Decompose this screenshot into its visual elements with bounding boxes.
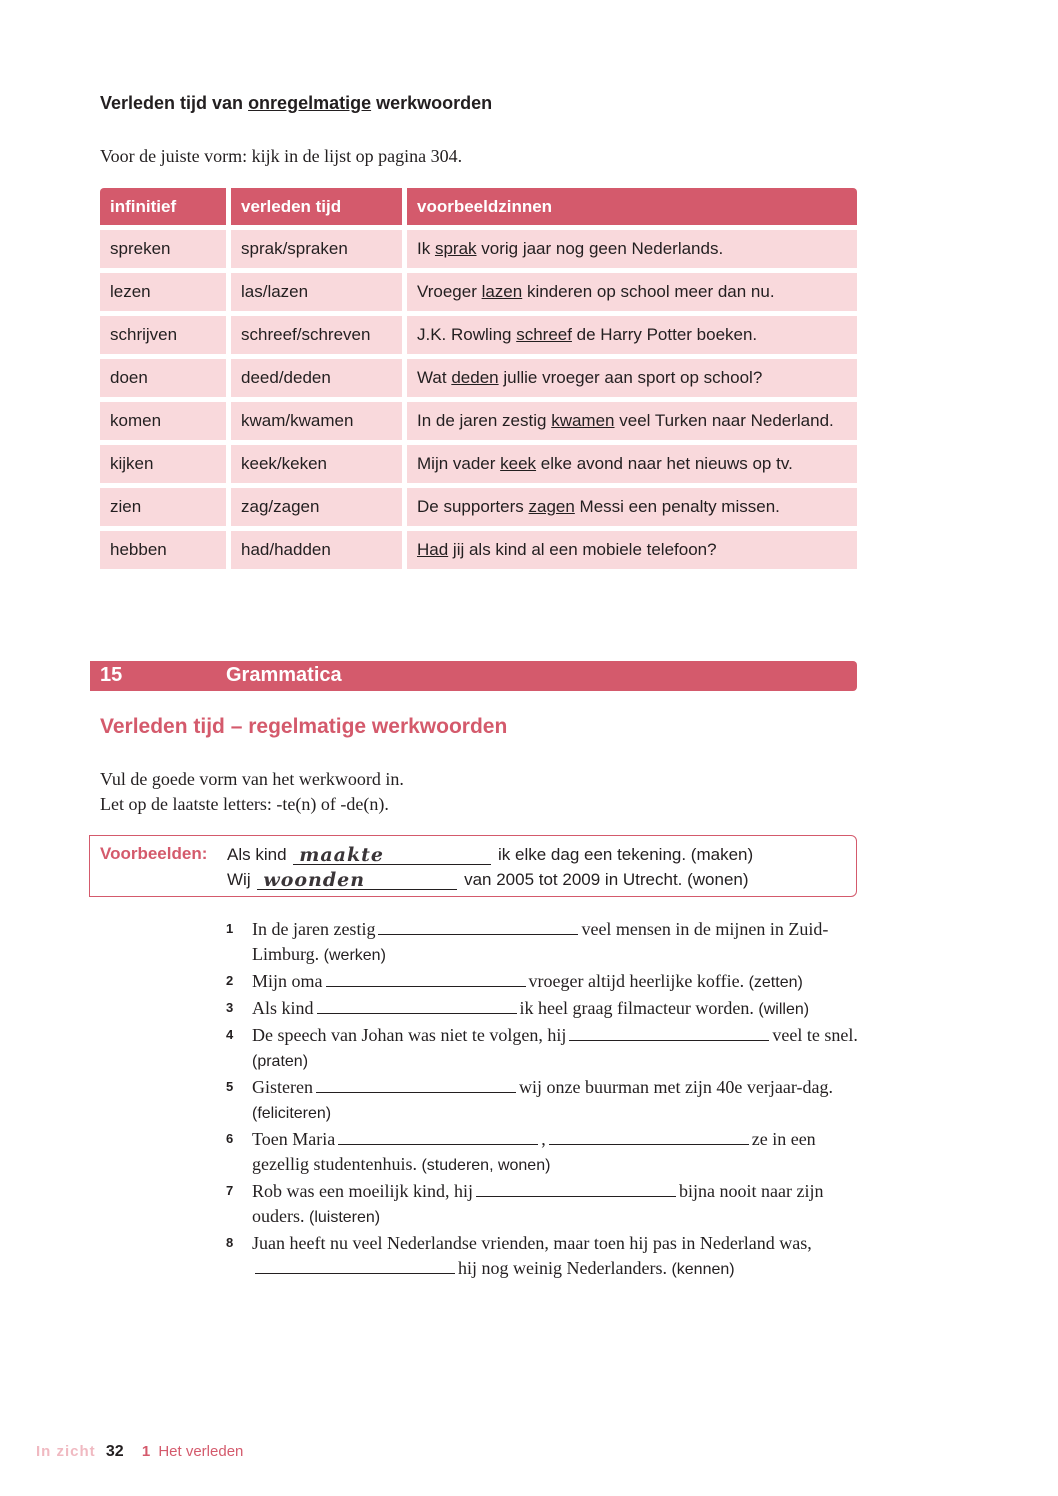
verb-hint: (werken) — [323, 947, 386, 964]
page-footer — [36, 1443, 243, 1461]
cell-infinitive: spreken — [100, 225, 231, 268]
cell-past-tense: had/hadden — [231, 526, 407, 569]
underlined-verb: sprak — [434, 239, 477, 258]
sentence-text: Ik — [417, 239, 435, 258]
verb-hint: (praten) — [252, 1053, 309, 1070]
verb-hint: (feliciteren) — [252, 1105, 332, 1122]
cell-infinitive: kijken — [100, 440, 231, 483]
underlined-verb: Had — [417, 540, 449, 559]
cell-past-tense: schreef/schreven — [231, 311, 407, 354]
sentence-text: veel Turken naar Nederland. — [614, 411, 834, 430]
exercise-text-part: Mijn oma — [252, 971, 323, 991]
underlined-verb: schreef — [516, 325, 572, 344]
cell-example-sentence — [407, 225, 857, 268]
example-text: Wij — [227, 870, 251, 889]
exercise-text-part: Als kind — [252, 998, 314, 1018]
cell-infinitive: lezen — [100, 268, 231, 311]
table-row — [100, 225, 857, 268]
table-header-row — [100, 188, 857, 225]
table-row — [100, 483, 857, 526]
example-text: Als kind — [227, 845, 287, 864]
exercise-heading: Verleden tijd – regelmatige werkwoorden — [100, 715, 508, 738]
exercise-text-part: vroeger altijd heerlijke koffie. — [528, 971, 745, 991]
examples-box — [89, 835, 857, 897]
sentence-text: jij als kind al een mobiele telefoon? — [448, 540, 717, 559]
answer-blank[interactable] — [317, 1012, 517, 1014]
exercise-text-part: In de jaren zestig — [252, 919, 376, 939]
handwritten-answer: woonden — [263, 869, 366, 891]
exercise-number: 7 — [226, 1183, 234, 1198]
exercise-number: 5 — [226, 1079, 234, 1094]
exercise-number: 1 — [226, 921, 234, 936]
sentence-text: Vroeger — [417, 282, 482, 301]
cell-past-tense: kwam/kwamen — [231, 397, 407, 440]
exercise-text — [252, 1231, 866, 1282]
heading-underlined: onregelmatige — [248, 93, 372, 113]
cell-past-tense: sprak/spraken — [231, 225, 407, 268]
verb-hint: (luisteren) — [309, 1209, 381, 1226]
exercise-number: 3 — [226, 1000, 234, 1015]
answer-blank[interactable] — [326, 985, 526, 987]
exercise-text — [252, 1179, 866, 1230]
exercise-item — [226, 1231, 866, 1282]
verb-table — [100, 188, 857, 569]
underlined-verb: kwamen — [551, 411, 615, 430]
section-heading — [100, 93, 492, 114]
underlined-verb: zagen — [528, 497, 575, 516]
exercise-text-part: ze in een gezellig studentenhuis. — [252, 1129, 816, 1174]
exercise-item — [226, 1179, 866, 1230]
cell-infinitive: doen — [100, 354, 231, 397]
sentence-text: jullie vroeger aan sport op school? — [498, 368, 763, 387]
section-bar — [90, 661, 857, 691]
table-row — [100, 397, 857, 440]
cell-example-sentence — [407, 354, 857, 397]
sentence-text: elke avond naar het nieuws op tv. — [536, 454, 793, 473]
exercise-text-part: Juan heeft nu veel Nederlandse vrienden, maar toen hij pas in Nederland was, — [252, 1233, 812, 1253]
exercise-text — [252, 1023, 866, 1074]
table-row — [100, 526, 857, 569]
example-answer-blank — [293, 844, 491, 865]
exercise-number: 6 — [226, 1131, 234, 1146]
cell-infinitive: hebben — [100, 526, 231, 569]
sentence-text: Messi een penalty missen. — [574, 497, 780, 516]
cell-infinitive: schrijven — [100, 311, 231, 354]
exercise-list — [226, 917, 866, 1283]
table-row — [100, 311, 857, 354]
exercise-item — [226, 1127, 866, 1178]
page-number: 32 — [105, 1443, 124, 1460]
sentence-text: De supporters — [417, 497, 529, 516]
underlined-verb: lazen — [481, 282, 523, 301]
table-row — [100, 440, 857, 483]
sentence-text: In de jaren zestig — [417, 411, 552, 430]
cell-example-sentence — [407, 483, 857, 526]
verb-hint: (kennen) — [671, 1261, 735, 1278]
answer-blank[interactable] — [378, 933, 578, 935]
example-text: van 2005 tot 2009 in Utrecht. (wonen) — [464, 870, 749, 889]
sentence-text: Wat — [417, 368, 452, 387]
brand-name: In zicht — [36, 1443, 96, 1460]
cell-past-tense: keek/keken — [231, 440, 407, 483]
answer-blank[interactable] — [569, 1039, 769, 1041]
cell-example-sentence — [407, 526, 857, 569]
sentence-text: vorig jaar nog geen Nederlands. — [476, 239, 724, 258]
exercise-text — [252, 1075, 866, 1126]
intro-text: Voor de juiste vorm: kijk in de lijst op pagina 304. — [100, 146, 463, 166]
underlined-verb: deden — [451, 368, 499, 387]
exercise-text-part: Toen Maria — [252, 1129, 336, 1149]
heading-text: Verleden tijd van — [100, 93, 249, 113]
example-line — [227, 869, 749, 890]
exercise-text — [252, 1127, 866, 1178]
exercise-item — [226, 1023, 866, 1074]
heading-text-end: werkwoorden — [371, 93, 493, 113]
exercise-text-part: veel mensen in de mijnen in Zuid-Limburg. — [252, 919, 829, 964]
cell-past-tense: zag/zagen — [231, 483, 407, 526]
underlined-verb: keek — [500, 454, 537, 473]
exercise-text-part: De speech van Johan was niet te volgen, hij — [252, 1025, 567, 1045]
column-header: verleden tijd — [231, 188, 407, 225]
exercise-number: 8 — [226, 1235, 234, 1250]
verb-hint: (studeren, wonen) — [421, 1157, 551, 1174]
instruction-line: Vul de goede vorm van het werkwoord in. — [100, 769, 404, 789]
sentence-text: de Harry Potter boeken. — [571, 325, 758, 344]
handwritten-answer: maakte — [299, 844, 385, 866]
exercise-number: 4 — [226, 1027, 234, 1042]
table-row — [100, 354, 857, 397]
section-number: 15 — [100, 664, 123, 686]
section-title: Grammatica — [226, 664, 342, 686]
cell-past-tense: las/lazen — [231, 268, 407, 311]
exercise-text — [252, 917, 866, 968]
sentence-text: Mijn vader — [417, 454, 501, 473]
answer-blank[interactable] — [549, 1143, 749, 1145]
answer-blank[interactable] — [338, 1143, 538, 1145]
exercise-text — [252, 996, 866, 1022]
column-header: voorbeeldzinnen — [407, 188, 857, 225]
answer-blank[interactable] — [476, 1195, 676, 1197]
exercise-item — [226, 1075, 866, 1126]
instruction-line: Let op de laatste letters: -te(n) of -de(n). — [100, 794, 389, 814]
cell-infinitive: zien — [100, 483, 231, 526]
exercise-text-part: bijna nooit naar zijn ouders. — [252, 1181, 824, 1226]
chapter-title: Het verleden — [158, 1443, 244, 1460]
examples-label: Voorbeelden: — [100, 844, 208, 863]
example-text: ik elke dag een tekening. (maken) — [498, 845, 754, 864]
verb-hint: (willen) — [758, 1001, 810, 1018]
example-line — [227, 844, 753, 865]
exercise-item — [226, 917, 866, 968]
table-row — [100, 268, 857, 311]
answer-blank[interactable] — [255, 1272, 455, 1274]
exercise-text — [252, 969, 866, 995]
separator: , — [541, 1129, 546, 1149]
chapter-number: 1 — [141, 1443, 151, 1460]
cell-past-tense: deed/deden — [231, 354, 407, 397]
exercise-text-part: hij nog weinig Nederlanders. — [458, 1258, 667, 1278]
cell-example-sentence — [407, 397, 857, 440]
cell-example-sentence — [407, 311, 857, 354]
exercise-text-part: Gisteren — [252, 1077, 313, 1097]
exercise-number: 2 — [226, 973, 234, 988]
sentence-text: J.K. Rowling — [417, 325, 517, 344]
column-header: infinitief — [100, 188, 231, 225]
cell-infinitive: komen — [100, 397, 231, 440]
exercise-text-part: veel te snel. — [772, 1025, 858, 1045]
instructions — [100, 767, 404, 817]
example-answer-blank — [257, 869, 457, 890]
exercise-text-part: ik heel graag filmacteur worden. — [519, 998, 754, 1018]
cell-example-sentence — [407, 440, 857, 483]
verb-hint: (zetten) — [748, 974, 803, 991]
sentence-text: kinderen op school meer dan nu. — [522, 282, 775, 301]
exercise-text-part: Rob was een moeilijk kind, hij — [252, 1181, 473, 1201]
exercise-item — [226, 996, 866, 1022]
exercise-text-part: wij onze buurman met zijn 40e verjaar-dag. — [518, 1077, 833, 1097]
answer-blank[interactable] — [316, 1091, 516, 1093]
cell-example-sentence — [407, 268, 857, 311]
exercise-item — [226, 969, 866, 995]
